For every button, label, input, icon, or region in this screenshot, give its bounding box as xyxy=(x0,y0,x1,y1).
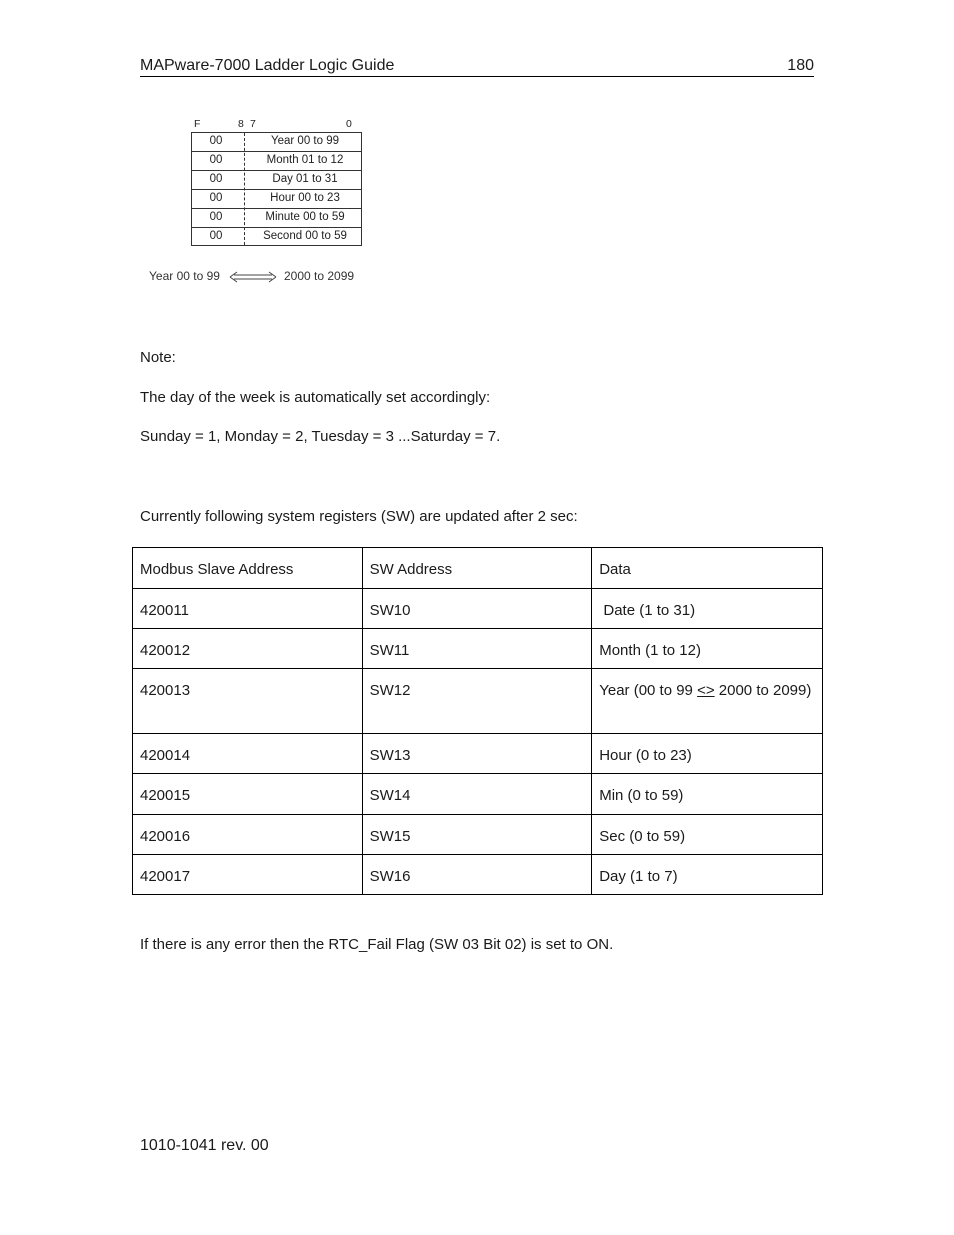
year-mapping-to: 2000 to 2099 xyxy=(284,269,355,283)
table-row xyxy=(133,815,823,855)
error-flag-text: If there is any error then the RTC_Fail Flag (SW 03 Bit 02) is set to ON. xyxy=(140,936,614,953)
rtc-register-diagram xyxy=(190,118,370,250)
year-mapping xyxy=(149,268,369,286)
table-header-row xyxy=(133,548,823,589)
low-byte: Year 00 to 99 xyxy=(271,135,339,147)
bit-label-8: 8 xyxy=(238,118,244,130)
high-byte: 00 xyxy=(209,230,223,242)
modbus-address-cell: 420015 xyxy=(133,774,363,815)
high-byte: 00 xyxy=(209,135,223,147)
modbus-address-cell: 420014 xyxy=(133,734,363,774)
day-values-text: Sunday = 1, Monday = 2, Tuesday = 3 ...Saturday = 7. xyxy=(140,428,501,445)
register-box xyxy=(191,132,362,246)
header-modbus-address: Modbus Slave Address xyxy=(133,548,363,589)
bit-label-0: 0 xyxy=(346,118,352,130)
bit-label-f: F xyxy=(194,118,201,130)
sw-address-cell: SW12 xyxy=(362,669,592,734)
low-byte: Day 01 to 31 xyxy=(272,173,338,185)
data-text-symbol: <> xyxy=(697,682,715,699)
note-label: Note: xyxy=(140,349,176,366)
low-byte: Hour 00 to 23 xyxy=(270,192,340,204)
data-cell: Sec (0 to 59) xyxy=(592,815,823,855)
year-mapping-from: Year 00 to 99 xyxy=(149,269,220,283)
data-cell: Day (1 to 7) xyxy=(592,855,823,895)
low-byte: Minute 00 to 59 xyxy=(265,211,345,223)
sw-address-cell: SW11 xyxy=(362,629,592,669)
register-row-hour xyxy=(192,190,361,209)
sw-address-cell: SW13 xyxy=(362,734,592,774)
double-arrow-icon xyxy=(229,271,277,283)
data-cell: Month (1 to 12) xyxy=(592,629,823,669)
register-row-day xyxy=(192,171,361,190)
header-sw-address: SW Address xyxy=(362,548,592,589)
page-header xyxy=(140,56,814,77)
register-row-minute xyxy=(192,209,361,228)
data-cell: Hour (0 to 23) xyxy=(592,734,823,774)
high-byte: 00 xyxy=(209,211,223,223)
table-row xyxy=(133,589,823,629)
modbus-address-cell: 420013 xyxy=(133,669,363,734)
high-byte: 00 xyxy=(209,154,223,166)
table-row xyxy=(133,629,823,669)
sw-address-cell: SW15 xyxy=(362,815,592,855)
high-byte: 00 xyxy=(209,173,223,185)
data-cell: Date (1 to 31) xyxy=(592,589,823,629)
register-row-year xyxy=(192,133,361,152)
register-row-month xyxy=(192,152,361,171)
bit-label-7: 7 xyxy=(250,118,256,130)
system-register-table xyxy=(132,547,823,895)
table-row xyxy=(133,855,823,895)
sw-address-cell: SW10 xyxy=(362,589,592,629)
data-text-pre: Year (00 to 99 xyxy=(599,682,698,699)
low-byte: Second 00 to 59 xyxy=(263,230,347,242)
table-row xyxy=(133,774,823,815)
registers-intro-text: Currently following system registers (SW) are updated after 2 sec: xyxy=(140,508,578,525)
modbus-address-cell: 420011 xyxy=(133,589,363,629)
data-text-post: 2000 to 2099) xyxy=(714,682,812,699)
document-number: 1010-1041 rev. 00 xyxy=(140,1137,269,1154)
data-cell xyxy=(592,669,823,734)
data-cell: Min (0 to 59) xyxy=(592,774,823,815)
modbus-address-cell: 420012 xyxy=(133,629,363,669)
modbus-address-cell: 420017 xyxy=(133,855,363,895)
modbus-address-cell: 420016 xyxy=(133,815,363,855)
document-title: MAPware-7000 Ladder Logic Guide xyxy=(140,57,395,74)
table-row xyxy=(133,734,823,774)
low-byte: Month 01 to 12 xyxy=(266,154,344,166)
register-row-second xyxy=(192,228,361,247)
day-of-week-text: The day of the week is automatically set accordingly: xyxy=(140,389,491,406)
page-number: 180 xyxy=(787,57,814,74)
sw-address-cell: SW14 xyxy=(362,774,592,815)
sw-address-cell: SW16 xyxy=(362,855,592,895)
header-data: Data xyxy=(592,548,823,589)
table-row xyxy=(133,669,823,734)
high-byte: 00 xyxy=(209,192,223,204)
